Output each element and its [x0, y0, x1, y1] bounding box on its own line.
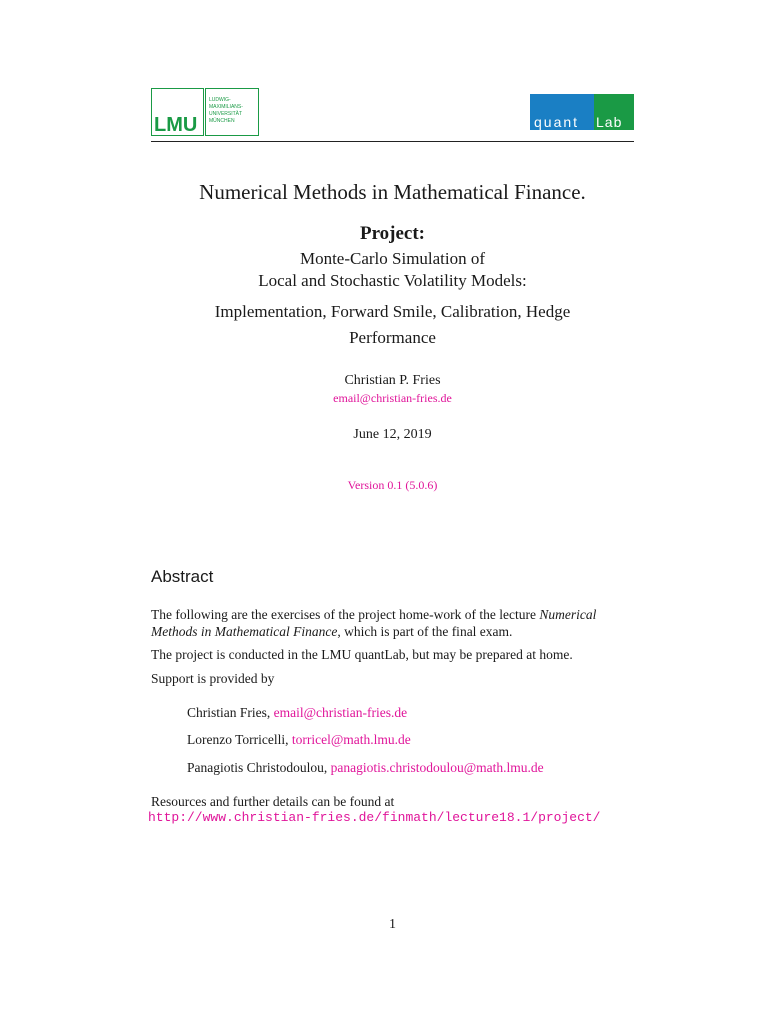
- document-date: June 12, 2019: [353, 427, 432, 442]
- lmu-logo: [151, 88, 259, 136]
- abstract-paragraph: [151, 606, 641, 640]
- lecture-name: Numerical Methods in Mathematical Finance: [151, 607, 597, 639]
- abstract-heading: Abstract: [151, 567, 214, 586]
- para-text: The following are the exercises of the project home-work of the lecture: [151, 607, 540, 622]
- contact-email-link[interactable]: panagiotis.christodoulou@math.lmu.de: [330, 760, 544, 775]
- lmu-line-1: LUDWIG-: [209, 97, 231, 103]
- header-rule: [151, 141, 634, 142]
- lmu-line-3: UNIVERSITÄT: [209, 111, 243, 117]
- page-number: 1: [389, 917, 396, 932]
- quantlab-part2: Lab: [596, 114, 623, 130]
- support-contact: [187, 704, 407, 721]
- project-heading: Project:: [359, 223, 426, 244]
- subtitle-line: Monte-Carlo Simulation of: [299, 249, 486, 268]
- resources-text: Resources and further details can be found at: [151, 794, 395, 809]
- subtitle-line: Performance: [349, 328, 436, 347]
- contact-name: Panagiotis Christodoulou,: [187, 760, 331, 775]
- contact-email-link[interactable]: torricel@math.lmu.de: [291, 732, 411, 747]
- author-email-link[interactable]: email@christian-fries.de: [333, 391, 452, 405]
- subtitle-line: Implementation, Forward Smile, Calibration, Hedge: [214, 302, 571, 321]
- para-text: , which is part of the final exam.: [337, 624, 513, 639]
- lmu-wordmark: LMU: [154, 114, 198, 136]
- quantlab-part1: quant: [534, 114, 580, 130]
- lmu-line-2: MAXIMILIANS-: [209, 104, 243, 110]
- contact-name: Christian Fries,: [187, 705, 274, 720]
- subtitle-line: Local and Stochastic Volatility Models:: [258, 271, 527, 290]
- lmu-line-4: MÜNCHEN: [209, 118, 235, 124]
- resources-url-link[interactable]: http://www.christian-fries.de/finmath/lecture18.1/project/: [148, 810, 601, 825]
- quantlab-logo: [530, 94, 634, 130]
- contact-email-link[interactable]: email@christian-fries.de: [273, 705, 408, 720]
- support-contact: [187, 759, 544, 776]
- abstract-paragraph: The project is conducted in the LMU quantLab, but may be prepared at home.: [151, 647, 573, 662]
- version-link[interactable]: Version 0.1 (5.0.6): [347, 478, 438, 492]
- support-contact: [187, 731, 411, 748]
- author-name: Christian P. Fries: [344, 373, 441, 388]
- contact-name: Lorenzo Torricelli,: [187, 732, 292, 747]
- course-title: Numerical Methods in Mathematical Finance.: [199, 180, 586, 204]
- abstract-paragraph: Support is provided by: [151, 671, 275, 686]
